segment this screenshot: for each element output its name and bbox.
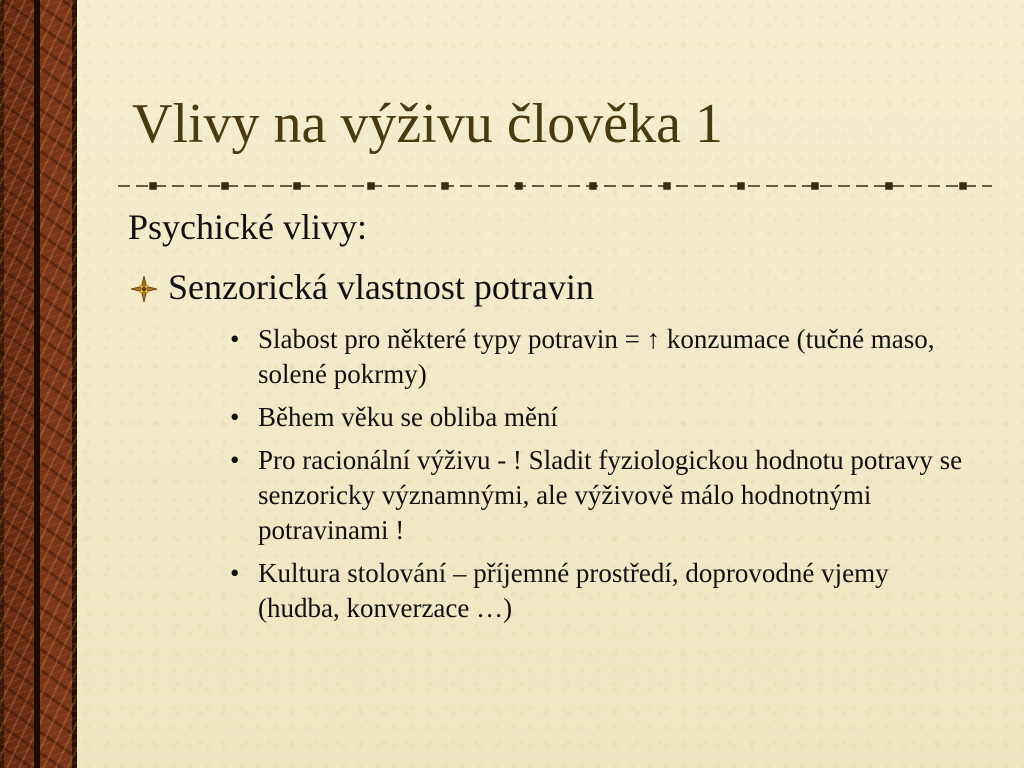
- compass-star-icon: [130, 275, 158, 303]
- section-heading: Psychické vlivy:: [128, 207, 367, 247]
- bullet-dot: •: [230, 402, 240, 432]
- up-arrow-icon: ↑: [646, 324, 661, 354]
- list-item: [230, 443, 970, 548]
- slide-title: Vlivy na výživu člověka 1: [132, 93, 723, 155]
- bullet-text-after: konzumace (tučné maso, solené pokrmy): [258, 324, 935, 389]
- left-decorative-strip: [0, 0, 77, 768]
- bullet-dot: •: [230, 558, 240, 588]
- bullet-text: Během věku se obliba mění: [258, 402, 558, 432]
- bullet-list: [230, 322, 970, 634]
- title-divider: [118, 180, 992, 192]
- list-item: [230, 556, 970, 626]
- bullet-text-before: Slabost pro některé typy potravin =: [258, 324, 647, 354]
- list-item: [230, 400, 970, 435]
- bullet-dot: •: [230, 324, 240, 354]
- bullet-text: Pro racionální výživu - ! Sladit fyziologickou hodnotu potravy se senzoricky významnými, ale výživově málo hodnotnými potravinami !: [258, 445, 963, 545]
- subheading-text: Senzorická vlastnost potravin: [168, 267, 594, 307]
- subheading-row: [130, 266, 594, 309]
- list-item: [230, 322, 970, 392]
- bullet-dot: •: [230, 445, 240, 475]
- bullet-text: Kultura stolování – příjemné prostředí, doprovodné vjemy (hudba, konverzace …): [258, 558, 889, 623]
